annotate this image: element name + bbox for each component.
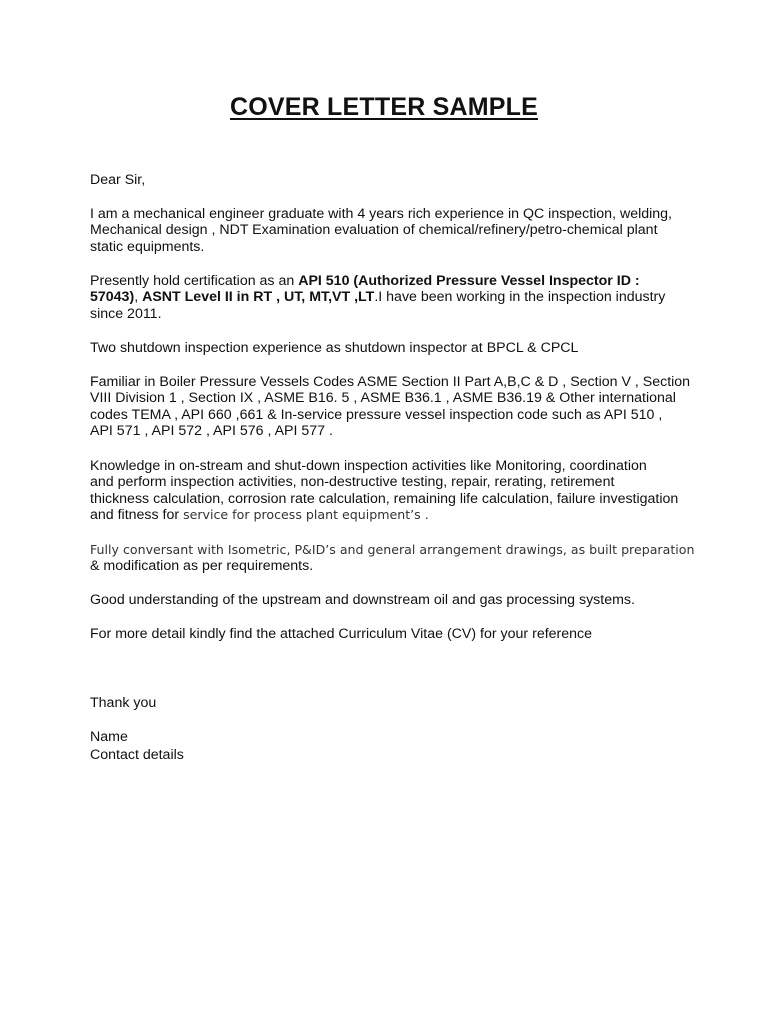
certification-intro-text: Presently hold certification as an: [90, 273, 299, 289]
api-510-certification: API 510 (Authorized Pressure Vessel Inspector ID : 57043): [90, 273, 640, 306]
signature-contact: Contact details: [90, 747, 184, 763]
paragraph-knowledge: [90, 458, 700, 524]
asnt-certification: ASNT Level II in RT , UT, MT,VT ,LT: [142, 289, 375, 306]
paragraph-experience: I am a mechanical engineer graduate with 4 years rich experience in QC inspection, welding, Mechanical design , NDT Examination evaluation of chemical/refinery/petro-chemical plant static equipments.: [90, 206, 672, 255]
paragraph-drawings: [90, 542, 700, 575]
paragraph-cv-reference: For more detail kindly find the attached Curriculum Vitae (CV) for your reference: [90, 626, 593, 642]
drawings-main-text: Fully conversant with Isometric, P&ID’s and general arrangement drawings, as built preparation: [90, 542, 695, 557]
paragraph-codes: Familiar in Boiler Pressure Vessels Codes ASME Section II Part A,B,C & D , Section V , Section VIII Division 1 , Section IX , ASME B16. 5 , ASME B36.1 , ASME B36.19 & Other international codes TEMA , API 660 ,661 & In-service pressure vessel inspection code such as API 510 , API 571 , API 572 , API 576 , API 577 .: [90, 374, 691, 440]
paragraph-shutdown: Two shutdown inspection experience as shutdown inspector at BPCL & CPCL: [90, 340, 579, 356]
drawings-trailing-text: & modification as per requirements.: [90, 558, 314, 575]
knowledge-main-text: Knowledge in on-stream and shut-down inspection activities like Monitoring, coordination and perform inspection activities, non-destructive testing, repair, rerating, retirement thickness calculation, corrosion rate calculation, remaining life calculation, failure investigation and fitness for: [90, 458, 679, 524]
salutation: Dear Sir,: [90, 172, 146, 188]
closing-text: Thank you: [90, 695, 157, 711]
page-title: COVER LETTER SAMPLE: [230, 93, 538, 121]
paragraph-oil-gas: Good understanding of the upstream and downstream oil and gas processing systems.: [90, 592, 635, 608]
certification-outro-text: .I have been working in the inspection industry since 2011.: [90, 289, 666, 322]
certification-separator: ,: [134, 289, 143, 306]
signature-name: Name: [90, 729, 128, 745]
paragraph-certification: [90, 273, 700, 322]
knowledge-trailing-text: service for process plant equipment’s .: [183, 507, 429, 523]
